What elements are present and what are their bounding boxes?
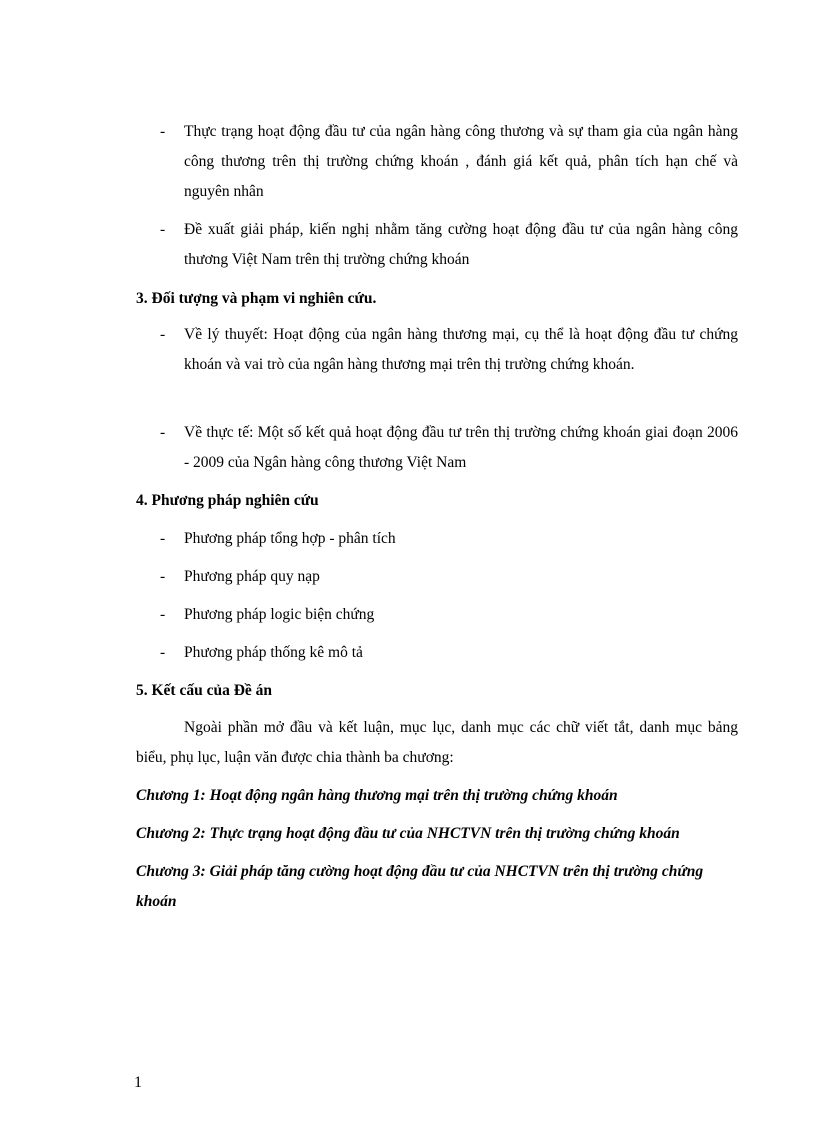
list-item-text: Về lý thuyết: Hoạt động của ngân hàng thương mại, cụ thể là hoạt động đầu tư chứng khoán và vai trò của ngân hàng thương mại trên thị trường chứng khoán.	[184, 326, 738, 373]
list-item	[136, 418, 738, 478]
bullet-dash: -	[160, 606, 166, 623]
bullet-dash: -	[160, 644, 166, 661]
bullet-dash: -	[160, 424, 166, 441]
bullet-dash: -	[160, 221, 166, 238]
section-heading: 3. Đối tượng và phạm vi nghiên cứu.	[136, 290, 377, 307]
list-item	[136, 562, 738, 592]
list-item	[136, 600, 738, 630]
chapter-title: Chương 3: Giải pháp tăng cường hoạt động đầu tư của NHCTVN trên thị trường chứng khoán	[136, 863, 704, 910]
list-item	[136, 215, 738, 275]
list-item	[136, 638, 738, 668]
chapter-title: Chương 1: Hoạt động ngân hàng thương mại trên thị trường chứng khoán	[136, 787, 618, 804]
list-item-text: Về thực tế: Một số kết quả hoạt động đầu tư trên thị trường chứng khoán giai đoạn 2006 - 2009 của Ngân hàng công thương Việt Nam	[184, 424, 738, 471]
bullet-dash: -	[160, 568, 166, 585]
list-item	[136, 320, 738, 380]
bullet-dash: -	[160, 530, 166, 547]
list-item-text: Phương pháp quy nạp	[184, 568, 320, 585]
paragraph: Ngoài phần mở đầu và kết luận, mục lục, danh mục các chữ viết tắt, danh mục bảng biểu, phụ lục, luận văn được chia thành ba chương:	[136, 719, 738, 766]
section-heading: 5. Kết cấu của Đề án	[136, 682, 273, 699]
list-item	[136, 524, 738, 554]
chapter-title: Chương 2: Thực trạng hoạt động đầu tư của NHCTVN trên thị trường chứng khoán	[136, 825, 680, 842]
list-item-text: Thực trạng hoạt động đầu tư của ngân hàng công thương và sự tham gia của ngân hàng công thương trên thị trường chứng khoán , đánh giá kết quả, phân tích hạn chế và nguyên nhân	[184, 123, 738, 200]
list-item-text: Phương pháp logic biện chứng	[184, 606, 375, 623]
bullet-dash: -	[160, 123, 166, 140]
list-item-text: Phương pháp tổng hợp - phân tích	[184, 530, 396, 547]
bullet-dash: -	[160, 326, 166, 343]
section-heading: 4. Phương pháp nghiên cứu	[136, 492, 319, 509]
list-item-text: Đề xuất giải pháp, kiến nghị nhằm tăng cường hoạt động đầu tư của ngân hàng công thương Việt Nam trên thị trường chứng khoán	[184, 221, 738, 268]
page-number: 1	[134, 1074, 142, 1091]
list-item-text: Phương pháp thống kê mô tả	[184, 644, 363, 661]
list-item	[136, 117, 738, 207]
